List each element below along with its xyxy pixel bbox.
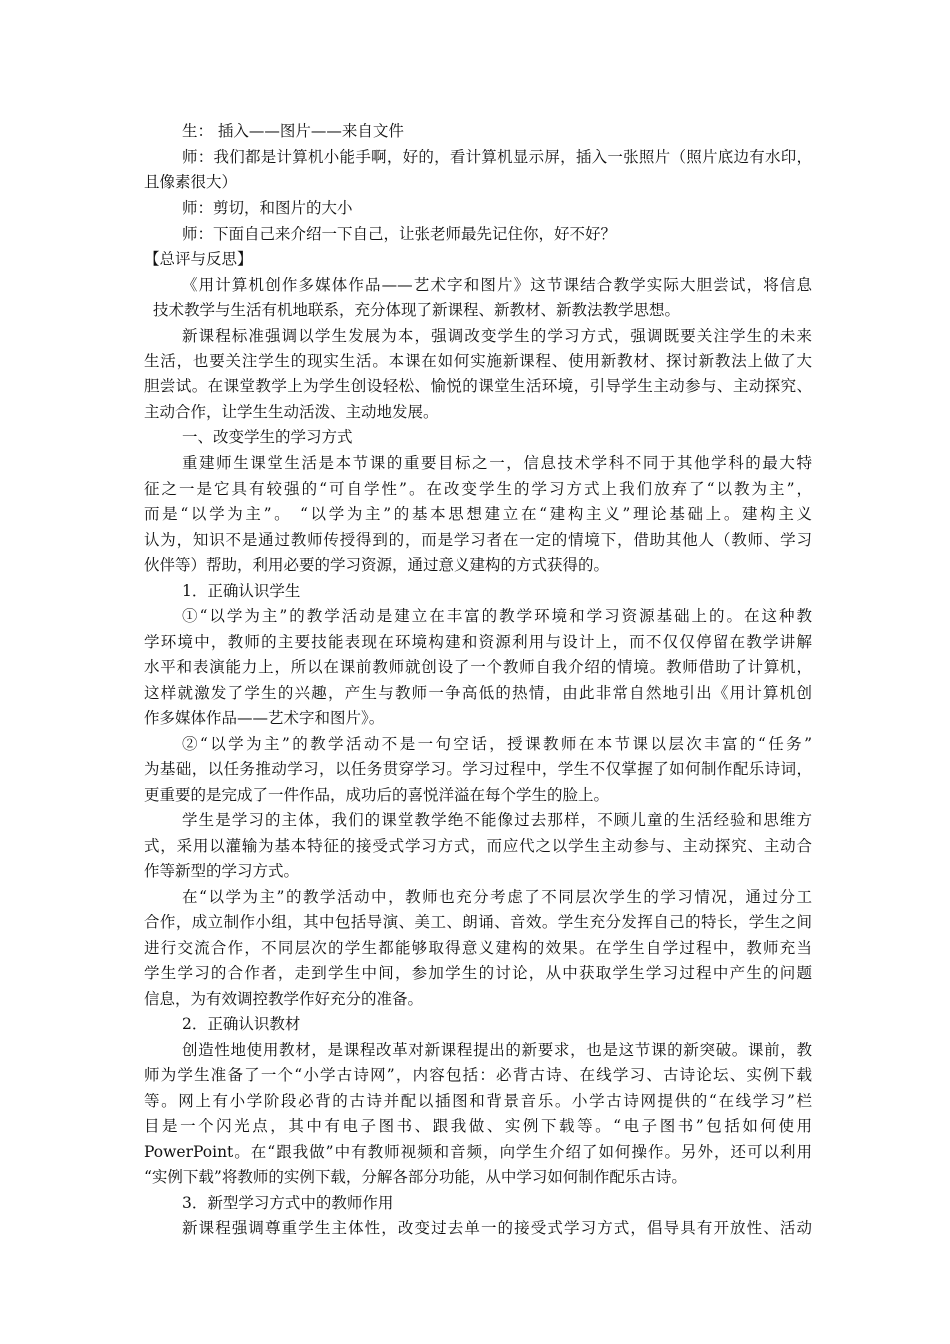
text-line: 合作，成立制作小组，其中包括导演、美工、朗诵、音效。学生充分发挥自己的特长，学生之间 — [144, 913, 812, 931]
text-line: 《用计算机创作多媒体作品——艺术字和图片》这节课结合教学实际大胆尝试，将信息 — [182, 276, 812, 294]
text-line: 师：我们都是计算机小能手啊，好的，看计算机显示屏，插入一张照片（照片底边有水印， — [182, 148, 812, 166]
text-line: ②“以学为主”的教学活动不是一句空话，授课教师在本节课以层次丰富的“任务” — [182, 735, 812, 753]
text-line: 为基础，以任务推动学习，以任务贯穿学习。学习过程中，学生不仅掌握了如何制作配乐诗词， — [144, 760, 812, 778]
text-line: 师为学生准备了一个“小学古诗网”，内容包括：必背古诗、在线学习、古诗论坛、实例下载 — [144, 1066, 812, 1084]
text-line: 一、改变学生的学习方式 — [182, 428, 353, 446]
text-line: 认为，知识不是通过教师传授得到的，而是学习者在一定的情境下，借助其他人（教师、学习 — [144, 531, 812, 549]
text-line: 创造性地使用教材，是课程改革对新课程提出的新要求，也是这节课的新突破。课前，教 — [182, 1041, 812, 1059]
text-line: 等。网上有小学阶段必背的古诗并配以插图和背景音乐。小学古诗网提供的“在线学习”栏 — [144, 1092, 812, 1110]
text-line: 作多媒体作品——艺术字和图片》。 — [144, 709, 385, 727]
text-line: 更重要的是完成了一件作品，成功后的喜悦洋溢在每个学生的脸上。 — [144, 786, 610, 804]
text-line: 在“以学为主”的教学活动中，教师也充分考虑了不同层次学生的学习情况，通过分工 — [182, 888, 812, 906]
text-line: 生： 插入——图片——来自文件 — [182, 122, 404, 140]
text-line: 征之一是它具有较强的“可自学性”。在改变学生的学习方式上我们放弃了“以教为主”， — [144, 480, 812, 498]
text-line: 作等新型的学习方式。 — [144, 862, 300, 880]
text-line: 技术教学与生活有机地联系，充分体现了新课程、新教材、新教法教学思想。 — [153, 301, 681, 319]
text-line: 师：剪切，和图片的大小 — [182, 199, 353, 217]
text-line: 且像素很大） — [144, 173, 238, 191]
text-line: 3．新型学习方式中的教师作用 — [182, 1194, 394, 1212]
text-line: 1．正确认识学生 — [182, 582, 301, 600]
text-line: PowerPoint。在“跟我做”中有教师视频和音频，向学生介绍了如何操作。另外，还可以利用 — [144, 1143, 812, 1161]
text-line: 进行交流合作，不同层次的学生都能够取得意义建构的效果。在学生自学过程中，教师充当 — [144, 939, 812, 957]
text-line: ①“以学为主”的教学活动是建立在丰富的教学环境和学习资源基础上的。在这种教 — [182, 607, 812, 625]
text-line: 学生学习的合作者，走到学生中间，参加学生的讨论，从中获取学生学习过程中产生的问题 — [144, 964, 812, 982]
text-line: 主动合作，让学生生动活泼、主动地发展。 — [144, 403, 439, 421]
text-line: 师：下面自己来介绍一下自己，让张老师最先记住你，好不好？ — [182, 225, 617, 243]
text-line: 重建师生课堂生活是本节课的重要目标之一，信息技术学科不同于其他学科的最大特 — [182, 454, 812, 472]
text-line: 而是“以学为主”。 “以学为主”的基本思想建立在“建构主义”理论基础上。建构主义 — [144, 505, 812, 523]
text-line: 式，采用以灌输为基本特征的接受式学习方式，而应代之以学生主动参与、主动探究、主动合 — [144, 837, 812, 855]
text-line: 学环境中，教师的主要技能表现在环境构建和资源利用与设计上，而不仅仅停留在教学讲解 — [144, 633, 812, 651]
text-line: 学生是学习的主体，我们的课堂教学绝不能像过去那样，不顾儿童的生活经验和思维方 — [182, 811, 812, 829]
text-line: 【总评与反思】 — [144, 250, 253, 268]
text-line: 生活，也要关注学生的现实生活。本课在如何实施新课程、使用新教材、探讨新教法上做了大 — [144, 352, 812, 370]
text-line: 目是一个闪光点，其中有电子图书、跟我做、实例下载等。“电子图书”包括如何使用 — [144, 1117, 812, 1135]
text-line: 伙伴等）帮助，利用必要的学习资源，通过意义建构的方式获得的。 — [144, 556, 610, 574]
text-line: 新课程强调尊重学生主体性，改变过去单一的接受式学习方式，倡导具有开放性、活动 — [182, 1219, 812, 1237]
text-line: 胆尝试。在课堂教学上为学生创设轻松、愉悦的课堂生活环境，引导学生主动参与、主动探究、 — [144, 377, 812, 395]
text-line: 新课程标准强调以学生发展为本，强调改变学生的学习方式，强调既要关注学生的未来 — [182, 327, 812, 345]
text-line: 这样就激发了学生的兴趣，产生与教师一争高低的热情，由此非常自然地引出《用计算机创 — [144, 684, 812, 702]
text-line: 2．正确认识教材 — [182, 1015, 301, 1033]
text-line: “实例下载”将教师的实例下载，分解各部分功能，从中学习如何制作配乐古诗。 — [144, 1168, 687, 1186]
text-line: 信息，为有效调控教学作好充分的准备。 — [144, 990, 424, 1008]
text-line: 水平和表演能力上，所以在课前教师就创设了一个教师自我介绍的情境。教师借助了计算机， — [144, 658, 812, 676]
